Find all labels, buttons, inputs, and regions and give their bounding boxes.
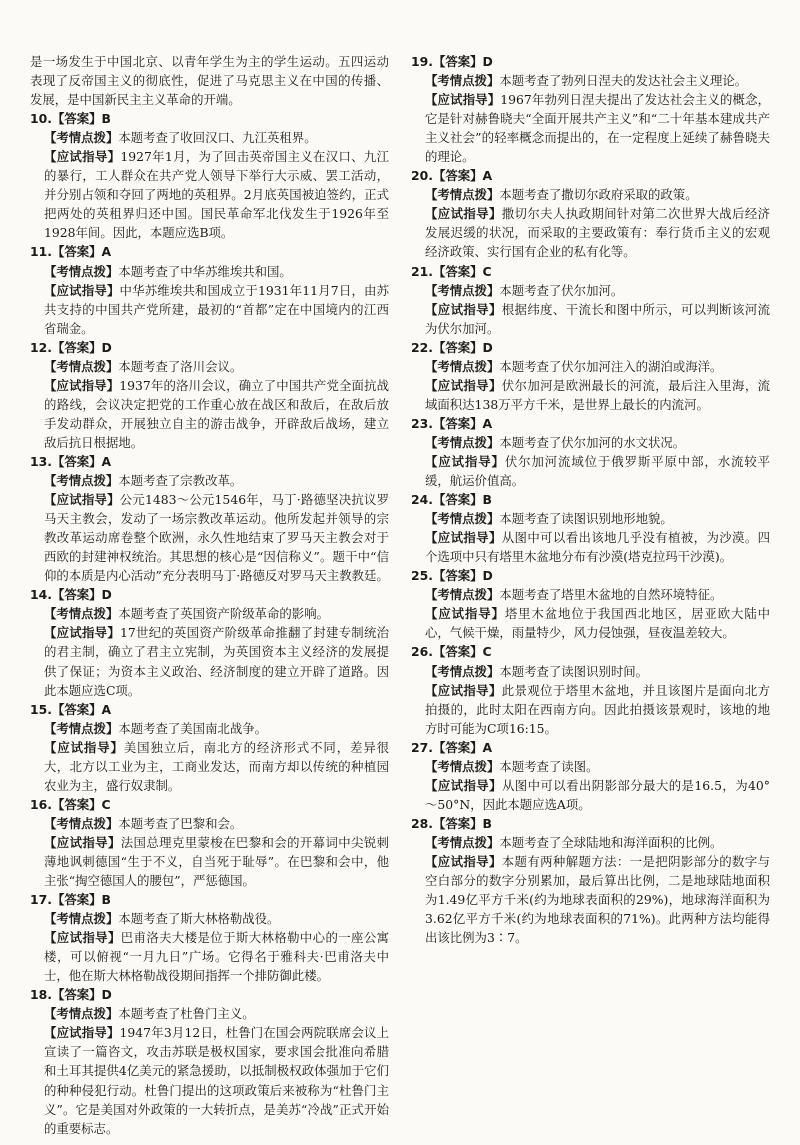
guide-paragraph [411,452,770,490]
point-text: 本题考查了英国资产阶级革命的影响。 [118,606,329,622]
question-number: 26. [411,644,433,660]
answer-value: D [482,54,493,69]
point-paragraph [411,662,770,681]
guide-label: 【 应试指导 】 [425,454,505,469]
guide-paragraph [30,281,389,338]
question-number: 12. [30,339,52,355]
guide-label: 【 应试指导 】 [425,302,502,317]
point-label: 【 考情点拨 】 [425,759,499,774]
guide-paragraph [411,776,770,814]
answer-line [30,795,389,814]
guide-text: 撒切尔夫人执政期间针对第二次世界大战后经济发展迟缓的状况，而采取的主要政策有：奉行货币主义的宏观经济政策、实行国有企业的私有化等。 [425,206,771,260]
answer-line [30,985,389,1004]
guide-paragraph [30,147,389,242]
answer-value: A [101,701,112,717]
point-label: 【 考情点拨 】 [44,264,118,279]
answer-line [411,52,770,71]
guide-text: 伏尔加河流域位于俄罗斯平原中部，水流较平缓，航运价值高。 [425,453,771,489]
point-paragraph [30,604,389,623]
point-label: 【 考情点拨 】 [44,816,118,831]
guide-paragraph [30,376,389,452]
question-number: 21. [411,263,433,279]
guide-text: 巴甫洛夫大楼是位于斯大林格勒中心的一座公寓楼，可以俯视“一月九日”广场。它得名于雅科夫·巴甫洛夫中士，他在斯大林格勒战役期间指挥一个排防御此楼。 [44,930,390,984]
point-paragraph [411,757,770,776]
guide-text: 此景观位于塔里木盆地，并且该图片是面向北方拍摄的，此时太阳在西南方向。因此拍摄该景观时，该地的地方时可能为C项16:15。 [425,682,771,736]
guide-label: 【 应试指导 】 [425,530,502,545]
answer-label: 【 答案 】 [433,740,483,755]
point-paragraph [30,1004,389,1023]
point-paragraph [411,509,770,528]
point-label: 【 考情点拨 】 [44,1006,118,1021]
point-paragraph [30,357,389,376]
guide-label: 【 应试指导 】 [425,378,502,393]
answer-label: 【 答案 】 [433,340,483,355]
answer-line [411,166,770,185]
answer-value: A [482,168,493,184]
point-label: 【 考情点拨 】 [44,473,118,488]
point-label: 【 考情点拨 】 [425,511,499,526]
guide-text: 伏尔加河是欧洲最长的河流，最后注入里海，流域面积达138万平方千米，是世界上最长的内流河。 [425,377,771,412]
point-label: 【 考情点拨 】 [425,283,499,298]
point-label: 【 考情点拨 】 [425,587,499,602]
answer-item [30,985,389,1137]
guide-paragraph [30,490,389,585]
answer-item [411,738,770,814]
guide-paragraph [411,90,770,166]
answer-item [411,642,770,737]
question-number: 25. [411,568,433,584]
guide-paragraph [30,833,389,890]
answer-value: A [482,739,493,755]
answer-line [30,890,389,909]
answer-label: 【 答案 】 [52,111,102,126]
guide-text: 根据纬度、干流长和图中所示，可以判断该河流为伏尔加河。 [425,301,771,336]
guide-text: 17世纪的英国资产阶级革命推翻了封建专制统治的君主制，确立了君主立宪制，为英国资本主义经济的发展提供了保证；为资本主义政治、经济制度的建立开辟了道路。因此本题应选C项。 [44,625,390,698]
answer-value: B [482,492,492,508]
point-paragraph [411,357,770,376]
guide-label: 【 应试指导 】 [425,854,502,869]
question-number: 18. [30,987,52,1003]
point-label: 【 考情点拨 】 [44,130,118,145]
guide-paragraph [411,528,770,566]
answer-label: 【 答案 】 [433,492,483,507]
question-number: 27. [411,739,433,755]
guide-label: 【 应试指导 】 [425,606,505,621]
answer-value: D [482,339,493,355]
guide-paragraph [411,376,770,414]
point-text: 本题考查了收回汉口、九江英租界。 [118,130,317,146]
answer-item [30,890,389,985]
answer-label: 【 答案 】 [52,702,102,717]
point-text: 本题考查了美国南北战争。 [118,720,268,736]
answer-label: 【 答案 】 [433,416,483,431]
right-column [411,52,770,1115]
answer-item [30,452,389,585]
answer-item [411,490,770,566]
guide-label: 【 应试指导 】 [44,930,121,945]
point-text: 本题考查了巴黎和会。 [118,815,243,831]
answer-item [30,585,389,699]
answer-line [30,585,389,604]
answer-label: 【 答案 】 [52,244,102,259]
guide-paragraph [30,1023,389,1137]
answer-label: 【 答案 】 [433,644,483,659]
point-paragraph [411,433,770,452]
question-number: 13. [30,453,52,469]
question-number: 19. [411,54,433,69]
guide-label: 【 应试指导 】 [425,778,502,793]
question-number: 15. [30,701,52,717]
answer-line [30,109,389,128]
answer-label: 【 答案 】 [52,587,102,602]
point-paragraph [411,71,770,90]
point-label: 【 考情点拨 】 [425,73,499,88]
guide-label: 【 应试指导 】 [44,740,124,755]
answer-line [411,414,770,433]
guide-label: 【 应试指导 】 [44,1025,120,1040]
answer-value: C [101,796,111,812]
answer-line [411,566,770,585]
guide-paragraph [30,928,389,985]
point-text: 本题考查了读图。 [499,758,599,774]
guide-text: 1947年3月12日，杜鲁门在国会两院联席会议上宣读了一篇咨文，攻击苏联是极权国家，要求国会批准向希腊和土耳其提供4亿美元的紧急援助，以抵制极权政体强加于它们的种种侵犯行动。杜鲁门提出的这项政策后来被称为“杜鲁门主义”。它是美国对外政策的一大转折点，是美苏“冷战”正式开始的重要标志。 [44,1025,390,1136]
point-paragraph [30,719,389,738]
point-text: 本题考查了洛川会议。 [118,358,243,374]
answer-label: 【 答案 】 [52,454,102,469]
guide-paragraph [411,681,770,738]
question-number: 16. [30,796,52,812]
guide-label: 【 应试指导 】 [44,492,120,507]
guide-text: 本题有两种解题方法：一是把阴影部分的数字与空白部分的数字分别累加，最后算出比例，二是地球陆地面积为1.49亿平方千米(约为地球表面积的29%)，地球海洋面积为3.62亿平方千米(约为地球表面积的71%)。此两种方法均能得出该比例为3∶7。 [425,853,771,946]
answer-line [30,338,389,357]
guide-text: 1937年的洛川会议，确立了中国共产党全面抗战的路线，会议决定把党的工作重心放在战区和敌后，在敌后放手发动群众，开展独立自主的游击战争，开辟敌后战场，建立敌后抗日根据地。 [44,377,390,450]
question-number: 10. [30,111,52,127]
point-label: 【 考情点拨 】 [425,187,499,202]
left-column [30,52,390,1136]
answer-item [411,338,770,414]
point-text: 本题考查了勃列日涅夫的发达社会主义理论。 [499,73,748,89]
answer-value: A [101,453,112,469]
question-number: 24. [411,492,433,508]
guide-text: 从图中可以看出阴影部分最大的是16.5，为40°～50°N，因此本题应选A项。 [425,777,770,812]
answer-label: 【 答案 】 [52,987,102,1002]
answer-item [30,242,389,337]
guide-text: 1927年1月，为了回击英帝国主义在汉口、九江的暴行，工人群众在共产党人领导下举行大示威、罢工活动，并分别占领和夺回了两地的英租界。2月底英国被迫签约，正式把两处的英租界归还中国。国民革命军北伐发生于1926年至1928年间。因此，本题应选B项。 [44,149,389,241]
answer-line [411,814,770,833]
point-label: 【 考情点拨 】 [425,359,499,374]
answer-line [30,700,389,719]
answer-value: C [482,263,492,279]
answer-value: D [101,587,112,603]
point-paragraph [30,909,389,928]
answer-value: D [482,568,493,584]
point-paragraph [30,262,389,281]
guide-label: 【 应试指导 】 [425,206,502,221]
guide-text: 美国独立后，南北方的经济形式不同，差异很大，北方以工业为主，工商业发达，而南方却以传统的种植园农业为主，盛行奴隶制。 [44,739,390,793]
answer-value: D [101,987,112,1003]
answer-line [30,242,389,261]
question-number: 20. [411,168,433,184]
point-label: 【 考情点拨 】 [44,721,118,736]
answer-line [411,738,770,757]
guide-text: 法国总理克里蒙梭在巴黎和会的开幕词中尖锐刺薄地讽刺德国“生于不义，自当死于耻辱”。在巴黎和会中，他主张“掏空德国人的腰包”，严惩德国。 [44,834,390,889]
point-text: 本题考查了伏尔加河。 [499,282,624,298]
question-number: 14. [30,587,52,603]
guide-label: 【 应试指导 】 [425,92,500,107]
point-paragraph [411,281,770,300]
question-number: 28. [411,815,433,831]
answer-item [411,52,770,166]
point-paragraph [411,833,770,852]
answer-label: 【 答案 】 [433,264,483,279]
point-text: 本题考查了读图识别地形地貌。 [499,511,673,527]
point-label: 【 考情点拨 】 [425,435,499,450]
answer-line [411,262,770,281]
guide-label: 【 应试指导 】 [44,835,121,850]
guide-label: 【 应试指导 】 [44,378,119,393]
answer-item [411,814,770,947]
point-paragraph [411,585,770,604]
question-number: 23. [411,415,433,431]
point-text: 本题考查了杜鲁门主义。 [118,1006,255,1022]
point-text: 本题考查了中华苏维埃共和国。 [118,263,292,279]
point-text: 本题考查了伏尔加河注入的湖泊或海洋。 [499,358,723,374]
answer-value: A [101,244,112,260]
guide-text: 公元1483～公元1546年，马丁·路德坚决抗议罗马天主教会，发动了一场宗教改革运动。他所发起并领导的宗教改革运动席卷整个欧洲，永久性地结束了罗马天主教会对于西欧的封建神权统治。其思想的核心是“因信称义”。题干中“信仰的本质是内心活动”充分表明马丁·路德反对罗马天主教教廷。 [44,492,390,584]
intro-paragraph: 是一场发生于中国北京、以青年学生为主的学生运动。五四运动表现了反帝国主义的彻底性，促进了马克思主义在中国的传播、发展，是中国新民主主义革命的开端。 [30,54,389,108]
answer-value: B [482,815,492,831]
point-paragraph [411,185,770,204]
answer-value: D [101,339,112,355]
answer-label: 【 答案 】 [52,892,102,907]
guide-label: 【 应试指导 】 [44,283,120,298]
answer-label: 【 答案 】 [433,568,483,583]
point-paragraph [30,128,389,147]
answer-item [411,566,770,642]
question-number: 11. [30,244,52,260]
answer-item [411,262,770,338]
answer-label: 【 答案 】 [433,816,483,831]
point-label: 【 考情点拨 】 [44,606,118,621]
guide-text: 中华苏维埃共和国成立于1931年11月7日，由苏共支持的中国共产党所建，最初的“首都”定在中国境内的江西省瑞金。 [44,282,390,336]
guide-label: 【 应试指导 】 [44,625,120,640]
point-text: 本题考查了宗教改革。 [118,473,243,489]
guide-paragraph [30,738,389,795]
answer-line [411,338,770,357]
answer-line [411,642,770,661]
point-label: 【 考情点拨 】 [44,911,118,926]
guide-text: 1967年勃列日涅夫提出了发达社会主义的概念，它是针对赫鲁晓夫“全面开展共产主义”和“二十年基本建成共产主义社会”的轻率概念而提出的，在一定程度上延续了赫鲁晓夫的理论。 [425,92,771,165]
answer-value: B [101,111,111,127]
point-text: 本题考查了斯大林格勒战役。 [118,911,280,927]
answer-item [30,109,389,242]
point-text: 本题考查了撒切尔政府采取的政策。 [499,187,698,203]
point-label: 【 考情点拨 】 [44,359,118,374]
guide-paragraph [411,604,770,642]
guide-paragraph [411,204,770,261]
answer-label: 【 答案 】 [52,340,102,355]
guide-paragraph [411,300,770,338]
answer-item [411,166,770,261]
guide-paragraph [30,623,389,699]
point-paragraph [30,471,389,490]
answer-label: 【 答案 】 [52,797,102,812]
point-label: 【 考情点拨 】 [425,664,499,679]
point-text: 本题考查了读图识别时间。 [499,663,649,679]
guide-label: 【 应试指导 】 [425,683,502,698]
question-number: 22. [411,339,433,355]
point-label: 【 考情点拨 】 [425,835,499,850]
question-number: 17. [30,892,52,908]
answer-item [30,338,389,452]
answer-value: B [101,892,111,908]
guide-text: 从图中可以看出该地几乎没有植被，为沙漠。四个选项中只有塔里木盆地分布有沙漠(塔克拉玛干沙漠)。 [425,530,771,565]
answer-value: A [482,415,493,431]
point-text: 本题考查了全球陆地和海洋面积的比例。 [499,834,723,850]
guide-label: 【 应试指导 】 [44,149,120,164]
answer-line [411,490,770,509]
point-text: 本题考查了伏尔加河的水文状况。 [499,434,686,450]
guide-text: 塔里木盆地位于我国西北地区，居亚欧大陆中心，气候干燥，雨量特少，风力侵蚀强，昼夜温差较大。 [425,606,771,641]
answer-value: C [482,644,492,660]
guide-paragraph [411,852,770,947]
answer-label: 【 答案 】 [433,168,483,183]
answer-item [30,700,389,795]
answer-item [411,414,770,490]
point-text: 本题考查了塔里木盆地的自然环境特征。 [499,587,723,603]
answer-line [30,452,389,471]
answer-label: 【 答案 】 [433,54,483,69]
answer-item [30,795,389,890]
point-paragraph [30,814,389,833]
